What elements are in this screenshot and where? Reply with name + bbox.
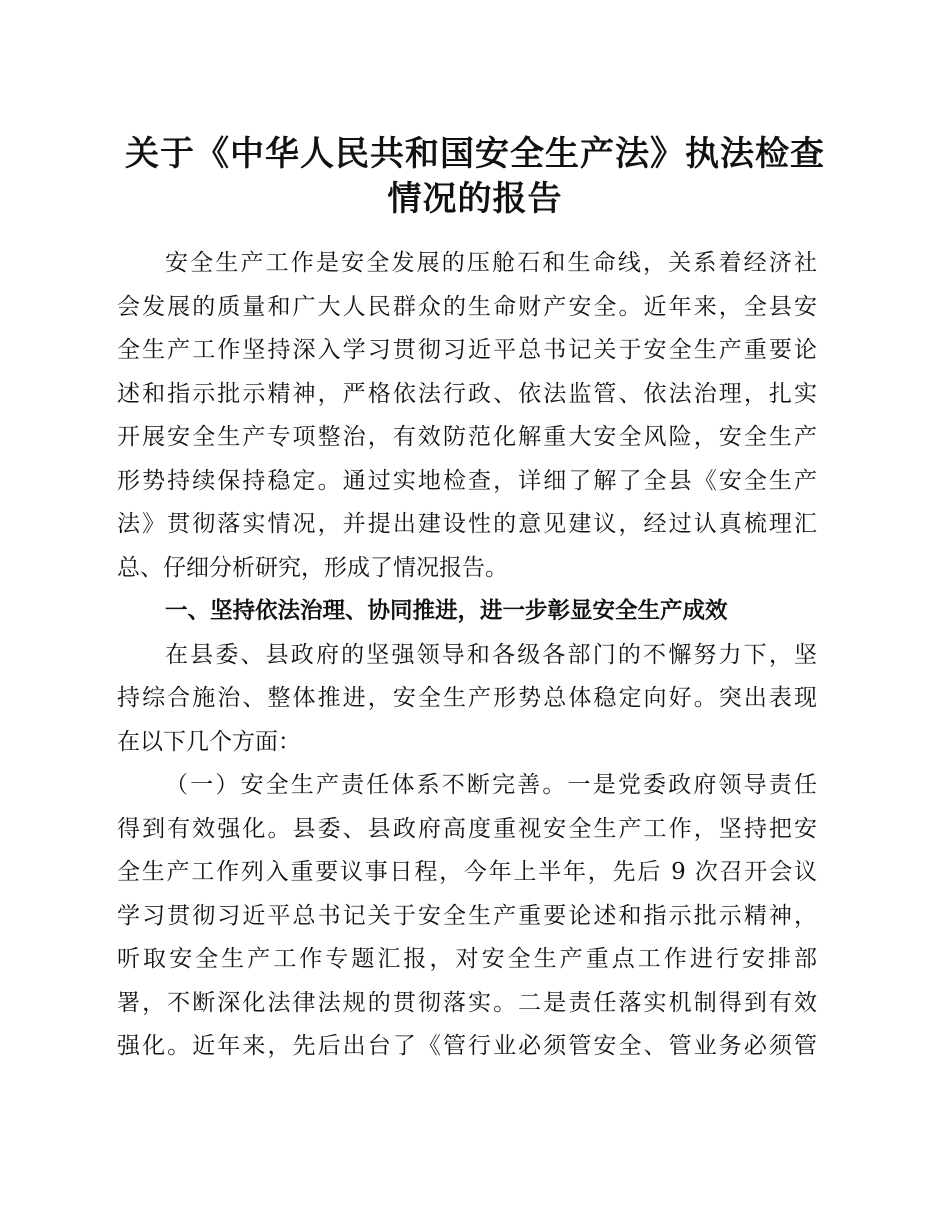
text-line: 持综合施治、整体推进，安全生产形势总体稳定向好。突出表现	[117, 685, 817, 711]
paragraph-intro	[117, 242, 817, 590]
text-line: 得到有效强化。县委、县政府高度重视安全生产工作，坚持把安	[117, 815, 817, 842]
text-line: 署，不断深化法律法规的贯彻落实。二是责任落实机制得到有效	[117, 989, 817, 1016]
text-line: （一）安全生产责任体系不断完善。一是党委政府领导责任	[165, 772, 817, 798]
text-line: 全生产工作坚持深入学习贯彻习近平总书记关于安全生产重要论	[117, 337, 817, 363]
text-line: 在县委、县政府的坚强领导和各级各部门的不懈努力下，坚	[165, 641, 817, 668]
text-line: 述和指示批示精神，严格依法行政、依法监管、依法治理，扎实	[117, 380, 817, 407]
text-line: 会发展的质量和广大人民群众的生命财产安全。近年来，全县安	[117, 293, 817, 320]
text-line: 全生产工作列入重要议事日程，今年上半年，先后 9 次召开会议	[117, 859, 817, 885]
text-line: 在以下几个方面：	[117, 728, 301, 755]
text-line: 形势持续保持稳定。通过实地检查，详细了解了全县《安全生产	[117, 467, 817, 494]
text-line: 强化。近年来，先后出台了《管行业必须管安全、管业务必须管	[117, 1033, 817, 1059]
title-line: 情况的报告	[387, 179, 563, 219]
text-line: 法》贯彻落实情况，并提出建设性的意见建议，经过认真梳理汇	[117, 511, 817, 537]
document-title	[100, 132, 850, 222]
paragraph-3	[117, 764, 817, 1069]
text-line: 总、仔细分析研究，形成了情况报告。	[117, 554, 508, 581]
text-line: 开展安全生产专项整治，有效防范化解重大安全风险，安全生产	[117, 424, 817, 450]
document-body	[117, 242, 817, 1069]
text-line: 听取安全生产工作专题汇报，对安全生产重点工作进行安排部	[117, 946, 817, 972]
title-line: 关于《中华人民共和国安全生产法》执法检查	[125, 134, 825, 174]
paragraph-2	[117, 634, 817, 765]
text-line: 学习贯彻习近平总书记关于安全生产重要论述和指示批示精神，	[117, 902, 817, 929]
section-heading-1: 一、坚持依法治理、协同推进，进一步彰显安全生产成效	[165, 598, 728, 624]
text-line: 安全生产工作是安全发展的压舱石和生命线，关系着经济社	[165, 250, 817, 276]
